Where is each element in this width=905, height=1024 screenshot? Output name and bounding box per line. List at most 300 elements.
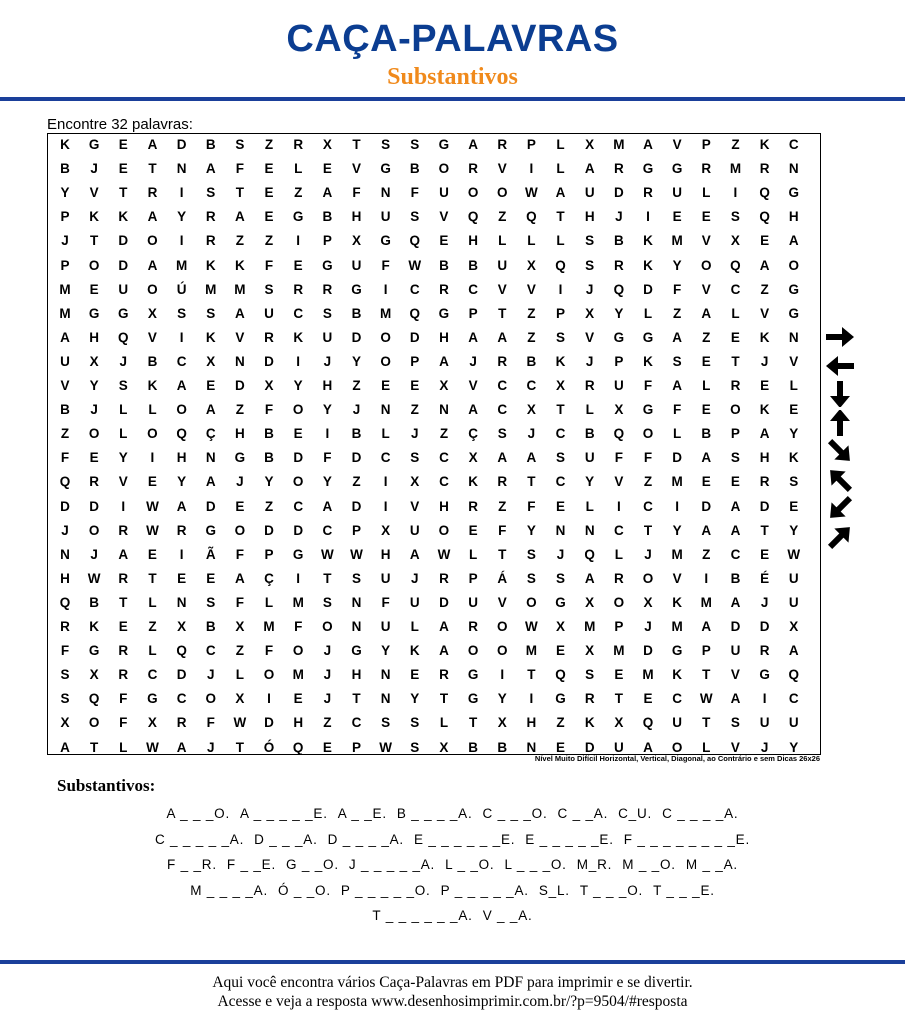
grid-cell[interactable]: Q [118,329,129,345]
grid-cell[interactable]: U [788,594,799,610]
grid-cell[interactable]: A [788,233,799,249]
grid-cell[interactable]: R [643,185,653,201]
grid-cell[interactable]: L [789,378,798,393]
grid-cell[interactable]: B [497,739,508,755]
grid-cell[interactable]: L [381,426,390,442]
grid-cell[interactable]: R [205,209,216,225]
grid-cell[interactable]: I [529,161,534,177]
grid-cell[interactable]: T [731,353,740,369]
grid-cell[interactable]: I [267,691,271,707]
grid-cell[interactable]: Q [555,257,566,273]
grid-cell[interactable]: T [556,402,565,418]
grid-cell[interactable]: Q [409,233,421,249]
grid-cell[interactable]: G [380,233,391,249]
grid-cell[interactable]: N [526,739,537,755]
grid-cell[interactable]: P [322,233,332,249]
grid-cell[interactable]: L [702,739,711,755]
grid-cell[interactable]: O [730,402,741,418]
grid-cell[interactable]: U [322,329,333,345]
grid-cell[interactable]: U [759,715,770,731]
grid-cell[interactable]: P [60,257,70,273]
grid-cell[interactable]: A [788,643,799,659]
grid-cell[interactable]: X [468,450,478,466]
grid-cell[interactable]: S [264,281,274,297]
grid-cell[interactable]: Y [264,474,274,490]
grid-cell[interactable]: R [439,570,449,586]
grid-cell[interactable]: X [177,619,187,634]
grid-cell[interactable]: G [555,594,566,610]
grid-cell[interactable]: S [206,594,216,610]
grid-cell[interactable]: W [525,619,538,634]
grid-cell[interactable]: K [60,137,70,152]
grid-cell[interactable]: O [496,185,508,201]
grid-cell[interactable]: N [351,594,362,610]
grid-cell[interactable]: R [118,643,129,659]
grid-cell[interactable]: Z [264,498,274,514]
grid-cell[interactable]: C [293,498,304,514]
grid-cell[interactable]: L [235,667,245,683]
grid-cell[interactable]: G [671,643,683,659]
grid-cell[interactable]: E [760,378,770,393]
grid-cell[interactable]: X [410,474,420,490]
grid-cell[interactable]: R [89,474,100,490]
grid-cell[interactable]: F [323,450,332,466]
grid-cell[interactable]: D [205,498,216,514]
grid-cell[interactable]: P [526,137,536,152]
grid-cell[interactable]: O [147,281,158,297]
grid-cell[interactable]: L [468,546,478,562]
grid-cell[interactable]: E [730,329,740,345]
grid-cell[interactable]: J [411,426,419,442]
grid-cell[interactable]: A [235,209,245,225]
grid-cell[interactable]: C [788,691,799,707]
grid-cell[interactable]: E [264,185,274,201]
grid-cell[interactable]: Z [148,619,157,634]
grid-cell[interactable]: A [672,378,683,393]
grid-cell[interactable]: C [555,474,566,490]
grid-cell[interactable]: Y [614,305,624,321]
grid-cell[interactable]: J [469,353,477,369]
grid-cell[interactable]: O [292,643,304,659]
grid-cell[interactable]: B [351,426,362,442]
grid-cell[interactable]: D [759,619,770,634]
grid-cell[interactable]: E [235,498,245,514]
grid-cell[interactable]: M [292,667,304,683]
grid-cell[interactable]: H [439,329,449,345]
grid-cell[interactable]: S [526,546,536,562]
grid-cell[interactable]: H [380,546,391,562]
grid-cell[interactable]: L [410,619,419,634]
grid-cell[interactable]: G [759,667,770,683]
grid-cell[interactable]: C [555,426,566,442]
grid-cell[interactable]: N [176,161,187,177]
grid-cell[interactable]: T [119,594,128,610]
grid-cell[interactable]: N [205,450,216,466]
grid-cell[interactable]: U [672,715,683,731]
grid-cell[interactable]: A [759,257,770,273]
grid-cell[interactable]: M [584,619,596,634]
grid-cell[interactable]: G [788,305,799,321]
grid-cell[interactable]: H [439,498,449,514]
grid-cell[interactable]: G [467,667,479,683]
grid-cell[interactable]: J [206,739,215,755]
grid-cell[interactable]: S [118,378,128,393]
grid-cell[interactable]: R [118,522,129,538]
grid-cell[interactable]: F [264,402,274,418]
grid-cell[interactable]: E [381,378,391,393]
grid-cell[interactable]: X [497,715,507,731]
grid-cell[interactable]: X [235,691,245,707]
grid-cell[interactable]: S [556,450,566,466]
grid-cell[interactable]: U [409,522,420,538]
grid-cell[interactable]: G [88,305,100,321]
grid-cell[interactable]: Ú [176,281,187,297]
grid-cell[interactable]: J [323,691,332,707]
grid-cell[interactable]: K [643,257,653,273]
grid-cell[interactable]: X [351,233,361,249]
grid-cell[interactable]: N [380,667,391,683]
grid-cell[interactable]: R [293,281,304,297]
grid-cell[interactable]: Ç [264,570,274,586]
grid-cell[interactable]: F [643,378,653,393]
grid-cell[interactable]: R [613,161,624,177]
grid-cell[interactable]: C [176,691,187,707]
grid-cell[interactable]: Y [789,522,799,538]
grid-cell[interactable]: M [613,643,625,659]
grid-cell[interactable]: B [468,257,478,273]
grid-cell[interactable]: S [410,739,420,755]
grid-cell[interactable]: R [759,474,770,490]
grid-cell[interactable]: T [352,691,361,707]
grid-cell[interactable]: H [526,715,537,731]
grid-cell[interactable]: V [89,185,99,201]
grid-cell[interactable]: O [234,522,246,538]
grid-cell[interactable]: Z [527,329,536,345]
grid-cell[interactable]: C [730,281,741,297]
grid-cell[interactable]: K [468,474,478,490]
grid-cell[interactable]: C [147,667,158,683]
grid-cell[interactable]: Y [672,522,682,538]
grid-cell[interactable]: P [264,546,274,562]
grid-cell[interactable]: G [292,546,304,562]
grid-cell[interactable]: F [235,546,245,562]
grid-cell[interactable]: E [701,209,711,225]
grid-cell[interactable]: O [671,739,683,755]
grid-cell[interactable]: E [293,691,303,707]
grid-cell[interactable]: E [410,667,420,683]
grid-cell[interactable]: I [179,329,184,345]
grid-cell[interactable]: X [556,378,566,393]
grid-cell[interactable]: S [556,329,566,345]
grid-cell[interactable]: I [179,546,184,562]
grid-cell[interactable]: D [701,498,712,514]
grid-cell[interactable]: I [704,570,709,586]
grid-cell[interactable]: R [176,715,187,731]
grid-cell[interactable]: B [584,426,595,442]
grid-cell[interactable]: A [468,329,478,345]
grid-cell[interactable]: O [642,570,654,586]
grid-cell[interactable]: A [118,546,129,562]
grid-cell[interactable]: A [497,450,508,466]
grid-cell[interactable]: F [527,498,536,514]
grid-cell[interactable]: H [788,209,799,225]
grid-cell[interactable]: U [788,715,799,731]
grid-cell[interactable]: T [498,546,507,562]
grid-cell[interactable]: U [351,257,362,273]
grid-cell[interactable]: L [556,233,565,249]
grid-cell[interactable]: V [497,281,507,297]
grid-cell[interactable]: E [614,667,624,683]
grid-cell[interactable]: Z [702,329,711,345]
grid-cell[interactable]: B [205,619,216,634]
grid-cell[interactable]: E [264,161,274,177]
grid-cell[interactable]: M [642,667,654,683]
grid-cell[interactable]: R [439,667,449,683]
grid-cell[interactable]: Z [294,185,303,201]
grid-cell[interactable]: H [176,450,187,466]
grid-cell[interactable]: A [497,329,508,345]
grid-cell[interactable]: E [206,378,216,393]
grid-cell[interactable]: Z [731,137,740,152]
grid-cell[interactable]: É [760,570,770,586]
grid-cell[interactable]: J [119,353,128,369]
grid-cell[interactable]: A [322,185,333,201]
grid-cell[interactable]: C [526,378,537,393]
grid-cell[interactable]: K [788,450,799,466]
grid-cell[interactable]: R [118,570,129,586]
grid-cell[interactable]: A [643,137,653,152]
grid-cell[interactable]: H [351,667,362,683]
grid-cell[interactable]: D [672,450,683,466]
grid-cell[interactable]: F [498,522,507,538]
grid-cell[interactable]: I [121,498,126,514]
grid-cell[interactable]: L [585,498,594,514]
grid-cell[interactable]: K [293,329,304,345]
grid-cell[interactable]: L [119,739,128,755]
grid-cell[interactable]: R [497,353,508,369]
grid-cell[interactable]: R [468,498,478,514]
grid-cell[interactable]: T [760,522,769,538]
grid-cell[interactable]: V [730,739,740,755]
grid-cell[interactable]: S [526,570,536,586]
grid-cell[interactable]: O [642,426,654,442]
grid-cell[interactable]: P [614,353,624,369]
grid-cell[interactable]: E [177,570,187,586]
grid-cell[interactable]: J [585,353,594,369]
grid-cell[interactable]: B [409,161,420,177]
grid-cell[interactable]: E [730,474,740,490]
grid-cell[interactable]: U [613,378,624,393]
grid-cell[interactable]: O [467,185,479,201]
grid-cell[interactable]: E [789,402,799,418]
grid-cell[interactable]: O [788,257,799,273]
grid-cell[interactable]: W [408,257,422,273]
grid-cell[interactable]: R [759,161,770,177]
grid-cell[interactable]: L [702,378,711,393]
grid-cell[interactable]: Z [673,305,682,321]
grid-cell[interactable]: D [613,185,624,201]
grid-cell[interactable]: T [90,739,99,755]
grid-cell[interactable]: Q [555,667,566,683]
grid-cell[interactable]: B [205,137,216,152]
grid-cell[interactable]: G [467,691,479,707]
grid-cell[interactable]: K [643,233,653,249]
grid-cell[interactable]: Q [759,185,770,201]
grid-cell[interactable]: A [468,137,478,152]
grid-cell[interactable]: Y [293,378,303,393]
grid-cell[interactable]: S [206,305,216,321]
grid-cell[interactable]: M [729,161,742,177]
grid-cell[interactable]: O [88,715,100,731]
grid-cell[interactable]: Q [759,209,770,225]
grid-cell[interactable]: X [322,137,332,152]
grid-cell[interactable]: N [555,522,566,538]
grid-cell[interactable]: E [206,570,216,586]
grid-cell[interactable]: I [733,185,738,201]
grid-cell[interactable]: V [585,329,595,345]
grid-cell[interactable]: R [730,378,741,393]
grid-cell[interactable]: O [438,161,450,177]
grid-cell[interactable]: I [558,281,563,297]
grid-cell[interactable]: A [555,185,566,201]
grid-cell[interactable]: C [205,643,216,659]
grid-cell[interactable]: R [468,619,478,634]
grid-cell[interactable]: V [730,667,740,683]
grid-cell[interactable]: A [701,619,712,634]
grid-cell[interactable]: A [730,498,741,514]
grid-cell[interactable]: C [497,402,508,418]
grid-cell[interactable]: X [147,305,157,321]
grid-cell[interactable]: Q [584,546,595,562]
grid-cell[interactable]: Á [497,570,508,586]
grid-cell[interactable]: L [119,402,128,418]
grid-cell[interactable]: B [60,161,70,177]
grid-cell[interactable]: E [439,233,449,249]
grid-cell[interactable]: O [701,257,712,273]
grid-cell[interactable]: K [205,329,216,345]
grid-cell[interactable]: G [322,257,333,273]
grid-cell[interactable]: D [293,522,304,538]
grid-cell[interactable]: L [673,426,682,442]
grid-cell[interactable]: T [119,185,128,201]
grid-cell[interactable]: D [409,329,420,345]
grid-cell[interactable]: L [148,594,157,610]
grid-cell[interactable]: U [264,305,274,321]
grid-cell[interactable]: M [671,233,683,249]
grid-cell[interactable]: J [206,667,215,683]
grid-cell[interactable]: E [322,739,332,755]
grid-cell[interactable]: O [88,426,100,442]
grid-cell[interactable]: R [264,329,274,345]
grid-cell[interactable]: C [672,691,683,707]
grid-cell[interactable]: Q [613,281,625,297]
grid-cell[interactable]: S [410,209,420,225]
grid-cell[interactable]: Q [176,643,187,659]
grid-cell[interactable]: J [585,281,594,297]
grid-cell[interactable]: S [177,305,187,321]
grid-cell[interactable]: Q [409,305,421,321]
grid-cell[interactable]: S [585,667,595,683]
grid-cell[interactable]: F [294,619,303,634]
grid-cell[interactable]: C [788,137,799,152]
grid-cell[interactable]: D [176,137,187,152]
grid-cell[interactable]: P [730,426,740,442]
grid-cell[interactable]: Y [789,739,799,755]
grid-cell[interactable]: O [613,594,625,610]
grid-cell[interactable]: F [119,691,128,707]
grid-cell[interactable]: P [701,643,711,659]
grid-cell[interactable]: C [439,474,449,490]
grid-cell[interactable]: L [148,402,157,418]
grid-cell[interactable]: A [701,522,712,538]
grid-cell[interactable]: M [205,281,217,297]
grid-cell[interactable]: K [147,378,158,393]
grid-cell[interactable]: C [439,450,449,466]
grid-cell[interactable]: I [296,570,301,586]
grid-cell[interactable]: D [643,643,653,659]
grid-cell[interactable]: A [205,402,216,418]
grid-cell[interactable]: A [468,402,478,418]
grid-cell[interactable]: A [322,498,333,514]
grid-cell[interactable]: T [148,161,157,177]
grid-cell[interactable]: A [730,691,741,707]
grid-cell[interactable]: D [439,594,449,610]
grid-cell[interactable]: Q [59,594,71,610]
grid-cell[interactable]: D [264,353,274,369]
grid-cell[interactable]: X [89,667,99,683]
grid-cell[interactable]: G [438,305,450,321]
grid-cell[interactable]: O [292,474,304,490]
grid-cell[interactable]: M [671,546,683,562]
grid-cell[interactable]: Q [788,667,799,683]
grid-cell[interactable]: C [468,281,478,297]
grid-cell[interactable]: T [702,667,711,683]
grid-cell[interactable]: F [235,594,245,610]
grid-cell[interactable]: H [60,570,70,586]
grid-cell[interactable]: W [379,739,393,755]
grid-cell[interactable]: T [235,739,245,755]
grid-cell[interactable]: A [147,209,158,225]
grid-cell[interactable]: T [702,715,711,731]
grid-cell[interactable]: G [88,643,100,659]
grid-cell[interactable]: P [410,353,420,369]
grid-cell[interactable]: Q [613,426,625,442]
grid-cell[interactable]: L [731,305,740,321]
grid-cell[interactable]: A [176,378,187,393]
grid-cell[interactable]: S [410,715,420,731]
grid-cell[interactable]: M [613,137,625,152]
grid-cell[interactable]: W [146,739,159,755]
grid-cell[interactable]: A [672,329,683,345]
grid-cell[interactable]: R [584,691,595,707]
grid-cell[interactable]: Z [60,426,70,442]
grid-cell[interactable]: B [730,570,741,586]
grid-cell[interactable]: G [642,329,654,345]
grid-cell[interactable]: L [585,402,594,418]
grid-cell[interactable]: Q [526,209,537,225]
grid-cell[interactable]: U [468,594,478,610]
grid-cell[interactable]: N [380,691,391,707]
grid-cell[interactable]: S [556,570,566,586]
grid-cell[interactable]: T [323,570,332,586]
grid-cell[interactable]: B [701,426,712,442]
grid-cell[interactable]: L [294,161,303,177]
grid-cell[interactable]: T [468,715,478,731]
grid-cell[interactable]: E [118,619,128,634]
grid-cell[interactable]: C [497,378,508,393]
grid-cell[interactable]: X [643,594,653,610]
grid-cell[interactable]: V [60,378,70,393]
